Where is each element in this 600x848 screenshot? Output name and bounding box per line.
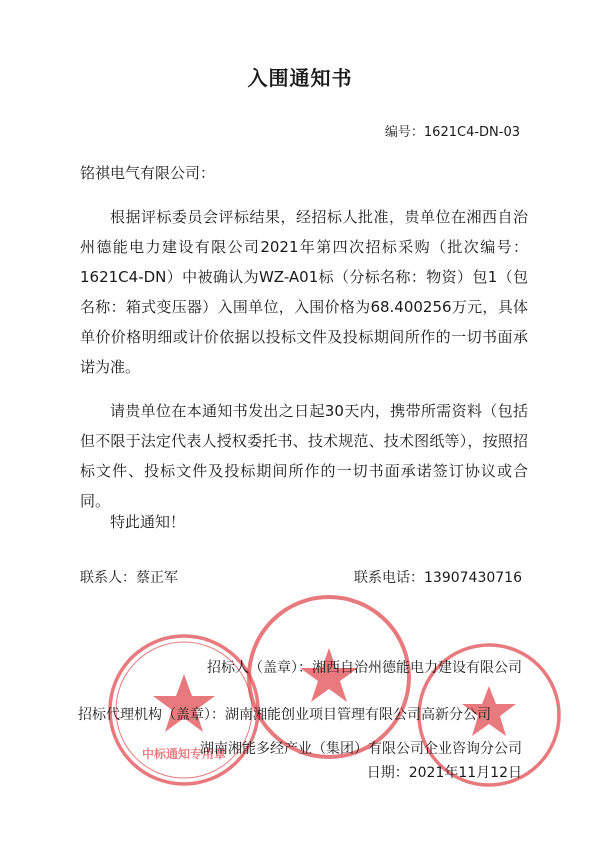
tenderer-seal — [244, 592, 414, 762]
body-paragraph-2: 请贵单位在本通知书发出之日起30天内，携带所需资料（包括但不限于法定代表人授权委托书、技术规范、技术图纸等），按照招标文件、投标文件及投标期间所作的一切书面承诺签订协议或合同。 — [80, 402, 528, 510]
document-number: 编号：1621C4-DN-03 — [384, 125, 520, 140]
agency-signature-line2: 湖南湘能多经产业（集团）有限公司企业咨询分公司 — [200, 741, 522, 757]
contact-person: 联系人：蔡正军 — [80, 570, 178, 586]
notice-title: 入围通知书 — [247, 66, 353, 90]
body-paragraph-1: 根据评标委员会评标结果，经招标人批准，贵单位在湘西自治州德能电力建设有限公司2021年第四次招标采购（批次编号：1621C4-DN）中被确认为WZ-A01标（分标名称：物资）包1（包名称：箱式变压器）入围单位，入围价格为68.400256万元，具体单价价格明细或计价依据以投标文件及投标期间所作的一切书面承诺为准。 — [80, 208, 528, 376]
agency-signature: 招标代理机构（盖章）：湖南湘能创业项目管理有限公司高新分公司 — [78, 707, 491, 723]
contact-phone: 联系电话：13907430716 — [354, 570, 522, 586]
svg-text:中标通知专用章: 中标通知专用章 — [141, 747, 227, 761]
closing-text: 特此通知！ — [110, 513, 186, 531]
addressee: 铭祺电气有限公司： — [80, 164, 216, 182]
issue-date: 日期：2021年11月12日 — [366, 765, 522, 781]
tenderer-signature: 招标人（盖章）：湘西自治州德能电力建设有限公司 — [207, 660, 522, 676]
